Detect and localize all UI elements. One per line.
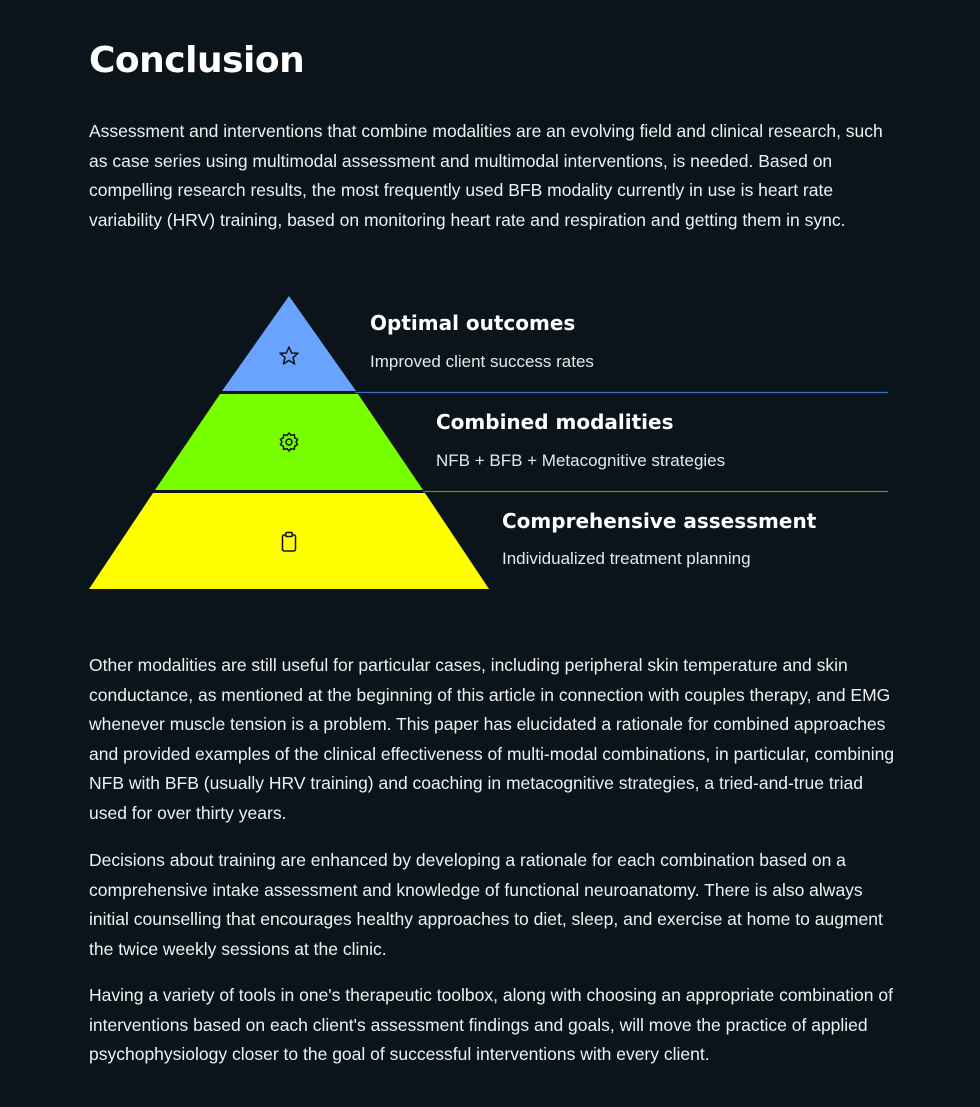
- body-paragraph-training-decisions: Decisions about training are enhanced by developing a rationale for each combination based on a comprehensive intake assessment and knowledge of functional neuroanatomy. There is also always initial counselling that encourages healthy approaches to diet, sleep, and exercise at home to augment the twice weekly sessions at the clinic.: [89, 850, 883, 959]
- pyramid-tier-middle: [155, 394, 423, 490]
- tier-title-combined-modalities: Combined modalities: [436, 410, 674, 434]
- page-title: Conclusion: [89, 40, 305, 81]
- tier-description-comprehensive-assessment: Individualized treatment planning: [502, 549, 751, 568]
- tier-description-combined-modalities: NFB + BFB + Metacognitive strategies: [436, 451, 726, 470]
- tier-description-optimal-outcomes: Improved client success rates: [370, 352, 594, 371]
- intro-paragraph: Assessment and interventions that combine modalities are an evolving field and clinical research, such as case series using multimodal assessment and multimodal interventions, is needed. Based on compelling research results, the most frequently used BFB modality currently in use is heart rate variability (HRV) training, based on monitoring heart rate and respiration and getting them in sync.: [89, 121, 883, 230]
- pyramid-tier-bottom: [89, 493, 489, 589]
- pyramid-tier-top: [222, 296, 356, 391]
- body-paragraph-modalities: Other modalities are still useful for particular cases, including peripheral skin temperature and skin conductance, as mentioned at the beginning of this article in connection with couples therapy, and EMG whenever muscle tension is a problem. This paper has elucidated a rationale for combined approaches and provided examples of the clinical effectiveness of multi-modal combinations, in particular, combining NFB with BFB (usually HRV training) and coaching in metacognitive strategies, a tried-and-true triad used for over thirty years.: [89, 655, 895, 823]
- tier-title-optimal-outcomes: Optimal outcomes: [370, 311, 576, 335]
- tier-title-comprehensive-assessment: Comprehensive assessment: [502, 509, 817, 533]
- body-paragraph-toolbox: Having a variety of tools in one's therapeutic toolbox, along with choosing an appropriate combination of interventions based on each client's assessment findings and goals, will move the practice of applied psychophysiology closer to the goal of successful interventions with every client.: [89, 985, 893, 1064]
